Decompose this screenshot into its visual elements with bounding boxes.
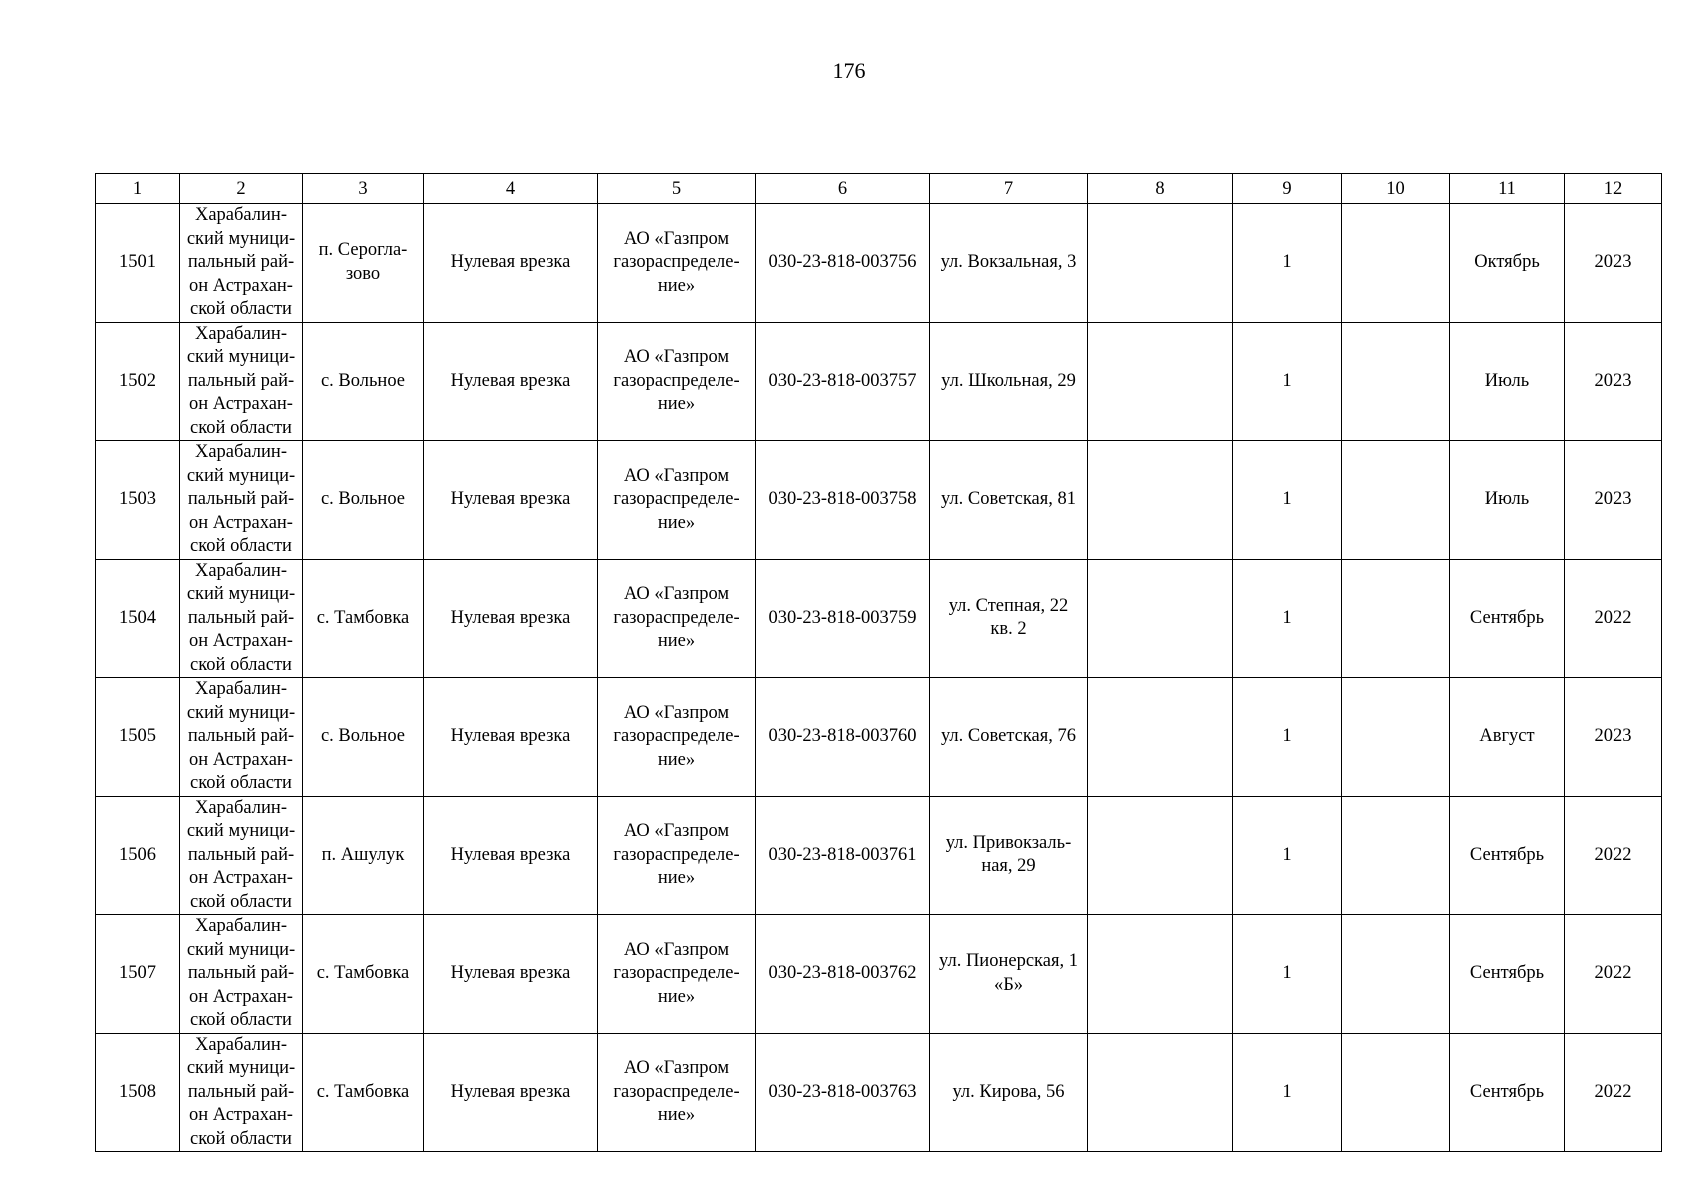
address-cell-line: ул. Советская, 76	[940, 726, 1077, 746]
table-row	[96, 559, 1662, 678]
district-cell-line: он Астрахан-	[189, 394, 293, 414]
column-8-cell	[1088, 915, 1233, 1034]
registry-table	[95, 173, 1662, 1152]
organization-cell-line: ние»	[657, 868, 696, 888]
object-code-cell: 030-23-818-003756	[756, 204, 930, 323]
column-8-cell	[1088, 322, 1233, 441]
organization-cell	[598, 915, 756, 1034]
settlement-cell-line: с. Тамбовка	[316, 963, 410, 983]
settlement-cell-line: с. Тамбовка	[316, 607, 410, 628]
table-row	[96, 796, 1662, 915]
district-cell-line: ской области	[190, 1010, 292, 1030]
organization-cell	[598, 322, 756, 441]
work-type-cell: Нулевая врезка	[424, 796, 598, 915]
column-10-cell	[1342, 322, 1450, 441]
year-cell: 2022	[1565, 796, 1662, 915]
district-cell-line: Харабалин-	[194, 1034, 287, 1055]
object-code-cell: 030-23-818-003759	[756, 559, 930, 678]
column-10-cell	[1342, 1033, 1450, 1152]
district-cell-line: ский муници-	[186, 584, 296, 604]
settlement-cell	[303, 441, 424, 560]
column-10-cell	[1342, 796, 1450, 915]
year-cell: 2023	[1565, 322, 1662, 441]
month-cell: Август	[1450, 678, 1565, 797]
column-8-cell	[1088, 204, 1233, 323]
address-cell-line: «Б»	[993, 974, 1024, 995]
row-number: 1504	[96, 559, 180, 678]
address-cell-line: ул. Привокзаль-	[945, 832, 1072, 853]
district-cell-line: ской области	[190, 654, 292, 675]
column-header-7: 7	[930, 174, 1088, 204]
address-cell	[930, 678, 1088, 797]
settlement-cell-line: п. Ашулук	[321, 844, 405, 865]
district-cell-line: пальный рай-	[187, 489, 295, 509]
month-cell: Сентябрь	[1450, 1033, 1565, 1152]
district-cell-line: ской области	[190, 891, 292, 912]
address-cell	[930, 915, 1088, 1034]
settlement-cell-line: с. Вольное	[320, 489, 406, 509]
settlement-cell	[303, 1033, 424, 1152]
district-cell	[180, 204, 303, 323]
district-cell-line: он Астрахан-	[189, 868, 293, 888]
settlement-cell	[303, 322, 424, 441]
district-cell-line: он Астрахан-	[189, 512, 293, 533]
column-10-cell	[1342, 204, 1450, 323]
object-code-cell: 030-23-818-003763	[756, 1033, 930, 1152]
column-header-1: 1	[96, 174, 180, 204]
registry-table-body	[96, 204, 1662, 1152]
work-type-cell: Нулевая врезка	[424, 441, 598, 560]
address-cell-line: ул. Вокзальная, 3	[940, 252, 1077, 272]
column-header-5: 5	[598, 174, 756, 204]
address-cell-line: ул. Степная, 22	[948, 595, 1069, 616]
work-type-cell: Нулевая врезка	[424, 559, 598, 678]
organization-cell	[598, 796, 756, 915]
settlement-cell-line: с. Вольное	[320, 726, 406, 746]
address-cell-line: ул. Кирова, 56	[952, 1081, 1065, 1102]
work-type-cell: Нулевая врезка	[424, 204, 598, 323]
organization-cell-line: ние»	[657, 275, 696, 296]
organization-cell-line: ние»	[657, 394, 696, 414]
address-cell-line: ул. Школьная, 29	[941, 370, 1076, 391]
district-cell-line: Харабалин-	[194, 797, 287, 818]
district-cell	[180, 1033, 303, 1152]
year-cell: 2022	[1565, 1033, 1662, 1152]
column-header-2: 2	[180, 174, 303, 204]
district-cell	[180, 322, 303, 441]
year-cell: 2023	[1565, 441, 1662, 560]
district-cell-line: Харабалин-	[194, 916, 287, 936]
row-number: 1502	[96, 322, 180, 441]
district-cell-line: ский муници-	[186, 228, 296, 249]
row-number: 1508	[96, 1033, 180, 1152]
address-cell	[930, 441, 1088, 560]
organization-cell-line: АО «Газпром	[623, 821, 730, 841]
table-row	[96, 204, 1662, 323]
year-cell: 2023	[1565, 204, 1662, 323]
count-cell: 1	[1233, 1033, 1342, 1152]
column-8-cell	[1088, 441, 1233, 560]
district-cell-line: он Астрахан-	[189, 749, 293, 770]
month-cell: Сентябрь	[1450, 559, 1565, 678]
count-cell: 1	[1233, 204, 1342, 323]
district-cell-line: Харабалин-	[194, 560, 287, 581]
month-cell: Сентябрь	[1450, 915, 1565, 1034]
month-cell: Сентябрь	[1450, 796, 1565, 915]
organization-cell-line: газораспределе-	[613, 489, 740, 509]
month-cell: Октябрь	[1450, 204, 1565, 323]
object-code-cell: 030-23-818-003757	[756, 322, 930, 441]
organization-cell	[598, 441, 756, 560]
district-cell	[180, 915, 303, 1034]
district-cell-line: Харабалин-	[194, 442, 287, 462]
column-header-9: 9	[1233, 174, 1342, 204]
work-type-cell: Нулевая врезка	[424, 915, 598, 1034]
district-cell-line: пальный рай-	[187, 844, 295, 865]
column-header-10: 10	[1342, 174, 1450, 204]
district-cell-line: ской области	[190, 417, 292, 438]
year-cell: 2022	[1565, 915, 1662, 1034]
column-header-4: 4	[424, 174, 598, 204]
district-cell-line: пальный рай-	[187, 1081, 295, 1102]
object-code-cell: 030-23-818-003762	[756, 915, 930, 1034]
row-number: 1507	[96, 915, 180, 1034]
district-cell-line: он Астрахан-	[189, 986, 293, 1007]
column-10-cell	[1342, 915, 1450, 1034]
organization-cell-line: ние»	[657, 631, 696, 651]
year-cell: 2023	[1565, 678, 1662, 797]
header-row	[96, 174, 1662, 204]
organization-cell-line: АО «Газпром	[623, 347, 730, 367]
district-cell-line: ской области	[190, 773, 292, 793]
district-cell-line: пальный рай-	[187, 963, 295, 983]
district-cell-line: он Астрахан-	[189, 631, 293, 651]
organization-cell-line: АО «Газпром	[623, 465, 730, 486]
district-cell-line: он Астрахан-	[189, 1105, 293, 1125]
column-8-cell	[1088, 678, 1233, 797]
settlement-cell-line: с. Тамбовка	[316, 1081, 410, 1102]
district-cell-line: он Астрахан-	[189, 275, 293, 296]
district-cell-line: пальный рай-	[187, 607, 295, 628]
organization-cell-line: ние»	[657, 1105, 696, 1125]
organization-cell	[598, 559, 756, 678]
month-cell: Июль	[1450, 322, 1565, 441]
table-row	[96, 678, 1662, 797]
column-8-cell	[1088, 559, 1233, 678]
column-header-8: 8	[1088, 174, 1233, 204]
organization-cell-line: АО «Газпром	[623, 1058, 730, 1078]
month-cell: Июль	[1450, 441, 1565, 560]
table-row	[96, 322, 1662, 441]
count-cell: 1	[1233, 322, 1342, 441]
settlement-cell-line: п. Серогла-	[318, 240, 408, 261]
organization-cell	[598, 1033, 756, 1152]
district-cell-line: ский муници-	[186, 939, 296, 960]
table-row	[96, 441, 1662, 560]
organization-cell-line: ние»	[657, 986, 696, 1007]
organization-cell-line: газораспределе-	[613, 370, 740, 391]
column-header-6: 6	[756, 174, 930, 204]
district-cell	[180, 796, 303, 915]
organization-cell-line: газораспределе-	[613, 607, 740, 628]
organization-cell-line: АО «Газпром	[623, 228, 730, 249]
organization-cell-line: газораспределе-	[613, 963, 740, 983]
column-10-cell	[1342, 441, 1450, 560]
settlement-cell	[303, 796, 424, 915]
row-number: 1501	[96, 204, 180, 323]
district-cell-line: Харабалин-	[194, 323, 287, 344]
settlement-cell-line: зово	[345, 263, 381, 284]
district-cell-line: ской области	[190, 299, 292, 319]
page-number: 176	[832, 58, 866, 83]
district-cell-line: ской области	[190, 536, 292, 556]
district-cell-line: пальный рай-	[187, 370, 295, 391]
organization-cell-line: газораспределе-	[613, 844, 740, 865]
district-cell-line: ский муници-	[186, 702, 296, 723]
organization-cell-line: ние»	[657, 512, 696, 533]
settlement-cell-line: с. Вольное	[320, 370, 406, 391]
district-cell-line: пальный рай-	[187, 726, 295, 746]
district-cell-line: Харабалин-	[194, 205, 287, 225]
district-cell	[180, 441, 303, 560]
column-8-cell	[1088, 1033, 1233, 1152]
district-cell	[180, 559, 303, 678]
object-code-cell: 030-23-818-003760	[756, 678, 930, 797]
district-cell-line: ский муници-	[186, 465, 296, 486]
column-header-11: 11	[1450, 174, 1565, 204]
organization-cell-line: газораспределе-	[613, 252, 740, 272]
work-type-cell: Нулевая врезка	[424, 322, 598, 441]
district-cell-line: ский муници-	[186, 1058, 296, 1078]
address-cell-line: ул. Советская, 81	[940, 489, 1077, 509]
district-cell-line: ской области	[190, 1128, 292, 1149]
object-code-cell: 030-23-818-003758	[756, 441, 930, 560]
count-cell: 1	[1233, 559, 1342, 678]
work-type-cell: Нулевая врезка	[424, 678, 598, 797]
organization-cell-line: газораспределе-	[613, 1081, 740, 1102]
count-cell: 1	[1233, 678, 1342, 797]
district-cell-line: ский муници-	[186, 347, 296, 367]
district-cell-line: Харабалин-	[194, 679, 287, 699]
address-cell-line: ул. Пионерская, 1	[939, 951, 1078, 972]
organization-cell-line: АО «Газпром	[623, 702, 730, 723]
settlement-cell	[303, 678, 424, 797]
organization-cell	[598, 678, 756, 797]
count-cell: 1	[1233, 915, 1342, 1034]
work-type-cell: Нулевая врезка	[424, 1033, 598, 1152]
address-cell	[930, 322, 1088, 441]
organization-cell-line: АО «Газпром	[623, 939, 730, 960]
table-row	[96, 915, 1662, 1034]
address-cell	[930, 796, 1088, 915]
organization-cell-line: газораспределе-	[613, 726, 740, 746]
address-cell-line: кв. 2	[990, 619, 1027, 640]
column-header-3: 3	[303, 174, 424, 204]
column-10-cell	[1342, 559, 1450, 678]
row-number: 1506	[96, 796, 180, 915]
organization-cell-line: ние»	[657, 749, 696, 770]
settlement-cell	[303, 204, 424, 323]
organization-cell	[598, 204, 756, 323]
organization-cell-line: АО «Газпром	[623, 584, 730, 604]
settlement-cell	[303, 915, 424, 1034]
count-cell: 1	[1233, 796, 1342, 915]
count-cell: 1	[1233, 441, 1342, 560]
row-number: 1503	[96, 441, 180, 560]
district-cell-line: ский муници-	[186, 821, 296, 841]
column-8-cell	[1088, 796, 1233, 915]
column-header-12: 12	[1565, 174, 1662, 204]
object-code-cell: 030-23-818-003761	[756, 796, 930, 915]
address-cell-line: ная, 29	[981, 856, 1036, 877]
address-cell	[930, 559, 1088, 678]
row-number: 1505	[96, 678, 180, 797]
settlement-cell	[303, 559, 424, 678]
table-row	[96, 1033, 1662, 1152]
address-cell	[930, 204, 1088, 323]
address-cell	[930, 1033, 1088, 1152]
year-cell: 2022	[1565, 559, 1662, 678]
column-10-cell	[1342, 678, 1450, 797]
district-cell-line: пальный рай-	[187, 252, 295, 272]
district-cell	[180, 678, 303, 797]
